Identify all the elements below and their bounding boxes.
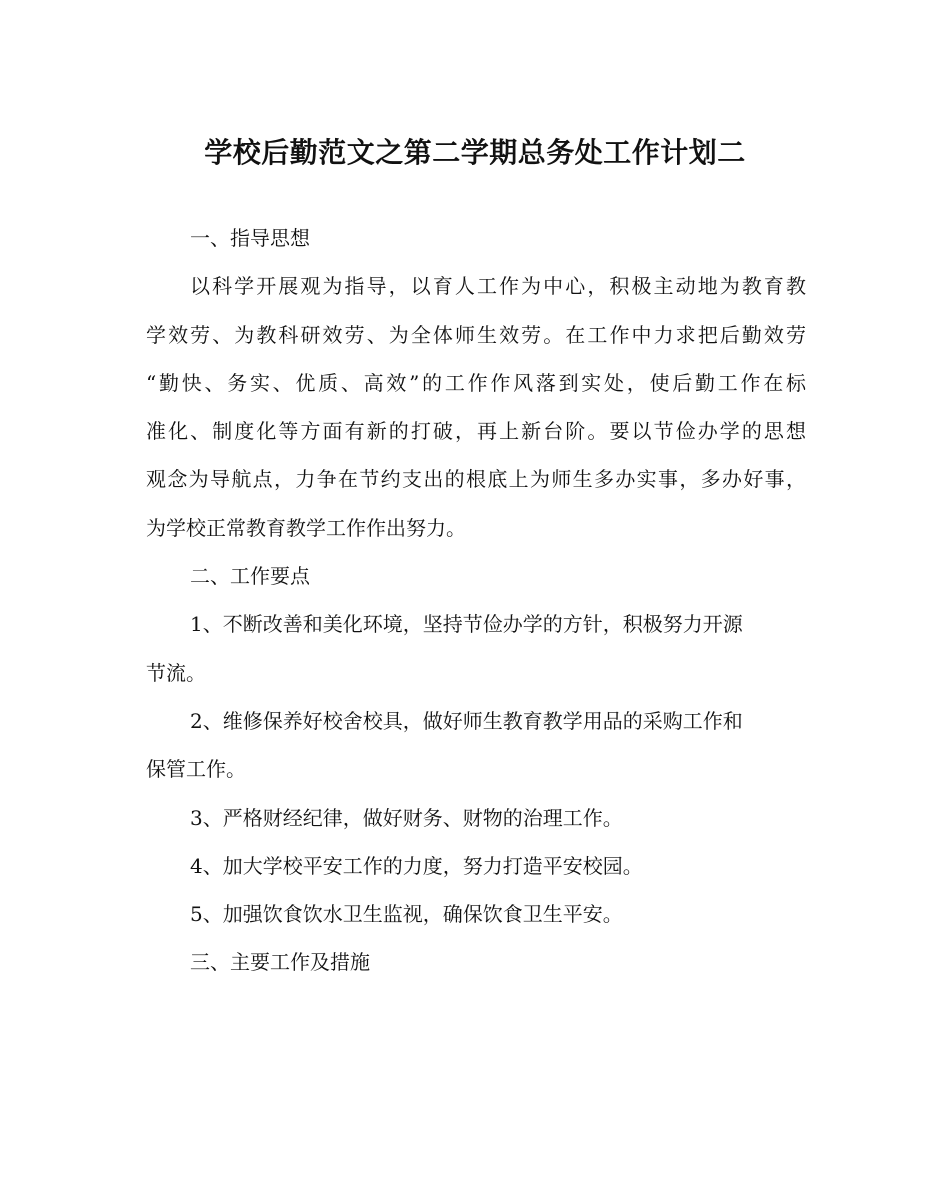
paragraph-line: 以科学开展观为指导，以育人工作为中心，积极主动地为教育教	[190, 274, 806, 299]
paragraph-line: 学效劳、为教科研效劳、为全体师生效劳。在工作中力求把后勤效劳	[146, 322, 806, 347]
list-item: 4、加大学校平安工作的力度，努力打造平安校园。	[190, 853, 643, 878]
list-item-continuation: 保管工作。	[146, 757, 246, 782]
list-item: 5、加强饮食饮水卫生监视，确保饮食卫生平安。	[190, 902, 623, 927]
list-item-continuation: 节流。	[146, 660, 206, 685]
paragraph-line: 观念为导航点，力争在节约支出的根底上为师生多办实事，多办好事，	[146, 467, 806, 492]
document-body	[146, 222, 806, 995]
list-item: 1、不断改善和美化环境，坚持节俭办学的方针，积极努力开源	[190, 612, 743, 637]
section-heading-work-points: 二、工作要点	[190, 564, 310, 589]
paragraph-line: 为学校正常教育教学工作作出努力。	[146, 515, 466, 540]
section-heading-guiding-ideology: 一、指导思想	[190, 226, 310, 250]
section-heading-main-work: 三、主要工作及措施	[190, 950, 370, 975]
paragraph-line: 准化、制度化等方面有新的打破，再上新台阶。要以节俭办学的思想	[146, 419, 806, 444]
paragraph-line: “勤快、务实、优质、高效”的工作作风落到实处，使后勤工作在标	[146, 370, 806, 395]
list-item: 3、严格财经纪律，做好财务、财物的治理工作。	[190, 805, 623, 830]
document-title: 学校后勤范文之第二学期总务处工作计划二	[204, 136, 746, 169]
list-item: 2、维修保养好校舍校具，做好师生教育教学用品的采购工作和	[190, 708, 743, 733]
